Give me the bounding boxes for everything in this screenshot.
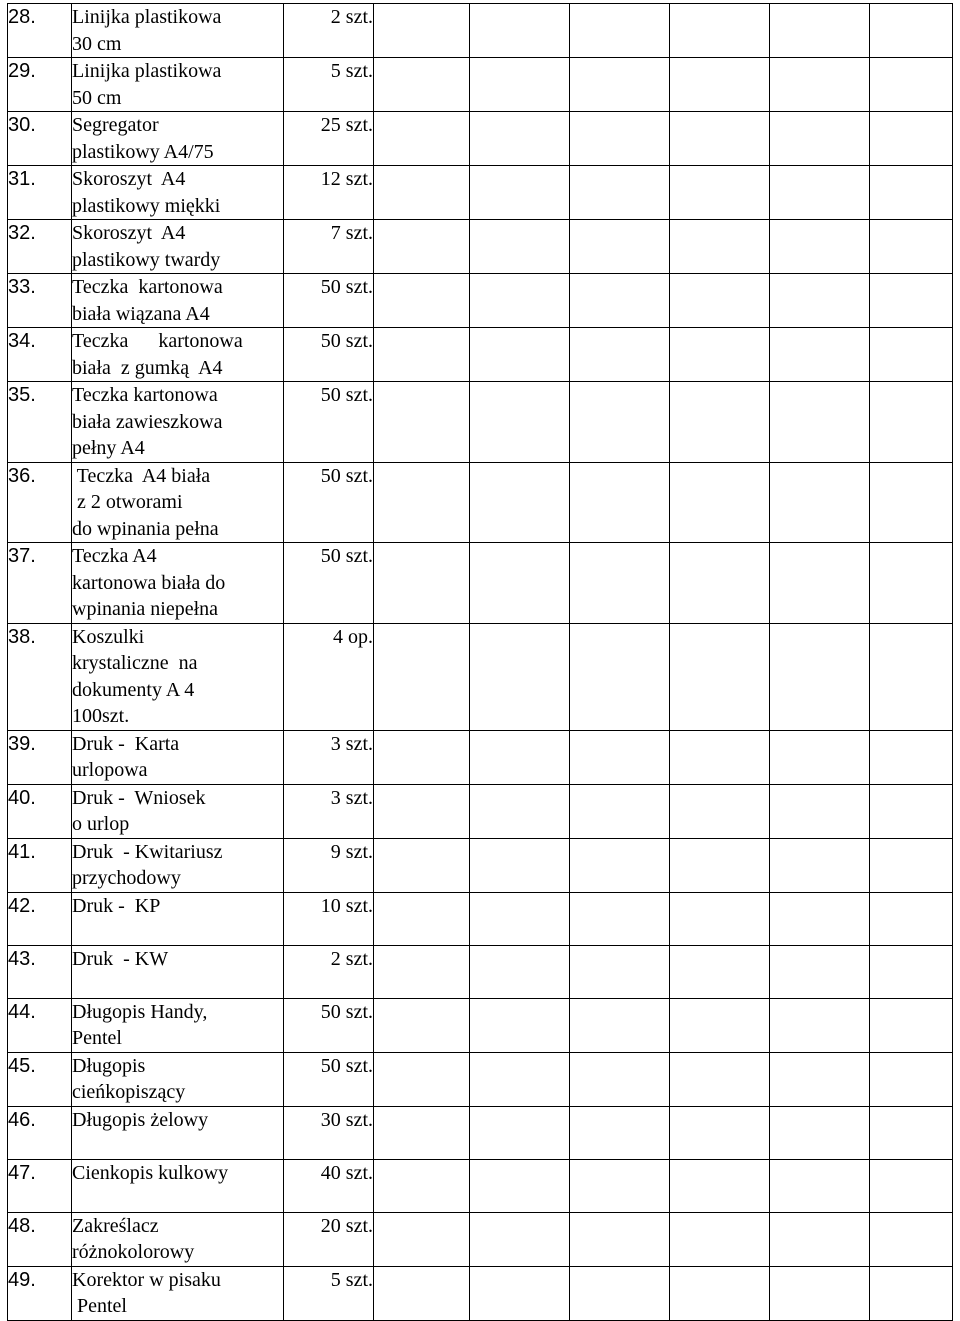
item-quantity: 5 szt. [284,1266,374,1320]
empty-cell [870,1212,953,1266]
empty-cell [870,1159,953,1212]
empty-cell [870,623,953,730]
table-row [8,623,953,730]
table-row [8,112,953,166]
empty-cell [570,112,670,166]
item-number: 36. [8,462,72,543]
empty-cell [374,166,470,220]
item-name-line: Druk - KP [72,894,161,917]
item-name-line: pełny A4 [72,437,145,459]
item-number: 45. [8,1052,72,1106]
item-name [72,4,284,58]
item-name-line: kartonowa biała do [72,571,226,594]
empty-cell [570,1106,670,1159]
item-name-line: Skoroszyt A4 [72,168,186,190]
table-row [8,838,953,892]
empty-cell [670,4,770,58]
empty-cell [374,784,470,838]
empty-cell [770,945,870,998]
item-quantity: 50 szt. [284,382,374,463]
item-name-line: Teczka A4 [72,545,157,567]
empty-cell [670,784,770,838]
item-number: 41. [8,838,72,892]
table-row [8,945,953,998]
table-body [8,4,953,1321]
item-number: 30. [8,112,72,166]
empty-cell [870,1266,953,1320]
empty-cell [570,1159,670,1212]
empty-cell [770,838,870,892]
item-number: 48. [8,1212,72,1266]
empty-cell [670,1266,770,1320]
item-quantity: 2 szt. [284,4,374,58]
empty-cell [770,112,870,166]
empty-cell [670,1212,770,1266]
item-name-line: plastikowy miękki [72,194,221,217]
empty-cell [670,1052,770,1106]
item-quantity: 3 szt. [284,730,374,784]
empty-cell [570,166,670,220]
item-name [72,1212,284,1266]
item-name [72,998,284,1052]
empty-cell [374,274,470,328]
item-name-line: biała wiązana A4 [72,302,210,325]
item-number: 43. [8,945,72,998]
empty-cell [570,1212,670,1266]
empty-cell [670,945,770,998]
empty-cell [570,945,670,998]
empty-cell [570,892,670,945]
empty-cell [470,892,570,945]
empty-cell [570,730,670,784]
item-name-line: różnokolorowy [72,1241,195,1263]
empty-cell [670,328,770,382]
item-name-line: plastikowy A4/75 [72,140,214,163]
empty-cell [870,730,953,784]
empty-cell [374,730,470,784]
empty-cell [770,623,870,730]
empty-cell [374,4,470,58]
empty-cell [570,623,670,730]
empty-cell [870,58,953,112]
empty-cell [770,998,870,1052]
empty-cell [870,784,953,838]
item-name [72,1159,284,1212]
item-name-line: Długopis Handy, [72,1000,208,1023]
table-row [8,58,953,112]
empty-cell [870,1106,953,1159]
item-name [72,1106,284,1159]
item-quantity: 2 szt. [284,945,374,998]
empty-cell [770,1266,870,1320]
empty-cell [870,945,953,998]
empty-cell [470,274,570,328]
item-name [72,166,284,220]
empty-cell [770,1212,870,1266]
item-name [72,1266,284,1320]
item-quantity: 20 szt. [284,1212,374,1266]
empty-cell [374,892,470,945]
empty-cell [470,1266,570,1320]
item-name-line: krystaliczne na [72,652,198,674]
empty-cell [470,998,570,1052]
item-quantity: 25 szt. [284,112,374,166]
empty-cell [570,58,670,112]
empty-cell [770,274,870,328]
empty-cell [470,730,570,784]
empty-cell [670,892,770,945]
empty-cell [470,543,570,624]
empty-cell [470,4,570,58]
table-row [8,543,953,624]
item-quantity: 50 szt. [284,274,374,328]
item-number: 40. [8,784,72,838]
empty-cell [374,1052,470,1106]
item-name [72,462,284,543]
empty-cell [374,1212,470,1266]
empty-cell [770,1052,870,1106]
empty-cell [770,220,870,274]
empty-cell [570,328,670,382]
item-quantity: 50 szt. [284,998,374,1052]
empty-cell [470,784,570,838]
item-name [72,623,284,730]
table-row [8,784,953,838]
item-number: 32. [8,220,72,274]
empty-cell [670,58,770,112]
empty-cell [870,274,953,328]
item-number: 33. [8,274,72,328]
item-name [72,1052,284,1106]
empty-cell [570,462,670,543]
item-name [72,543,284,624]
empty-cell [570,382,670,463]
empty-cell [470,1106,570,1159]
empty-cell [870,998,953,1052]
empty-cell [670,543,770,624]
item-name-line: Druk - KW [72,947,169,970]
item-name-line: Teczka A4 biała [72,464,211,487]
empty-cell [374,623,470,730]
item-quantity: 4 op. [284,623,374,730]
item-number: 47. [8,1159,72,1212]
item-name-line: biała zawieszkowa [72,410,223,433]
item-name-line: Teczka kartonowa [72,384,218,406]
item-quantity: 50 szt. [284,328,374,382]
item-name-line: Segregator [72,114,159,136]
empty-cell [570,838,670,892]
item-name [72,220,284,274]
empty-cell [870,220,953,274]
empty-cell [570,1052,670,1106]
empty-cell [670,274,770,328]
item-name-line: o urlop [72,813,130,835]
empty-cell [770,1159,870,1212]
item-number: 46. [8,1106,72,1159]
empty-cell [470,462,570,543]
item-name-line: 100szt. [72,705,130,727]
empty-cell [870,838,953,892]
empty-cell [374,945,470,998]
empty-cell [870,4,953,58]
table-row [8,382,953,463]
empty-cell [374,543,470,624]
item-quantity: 3 szt. [284,784,374,838]
empty-cell [570,220,670,274]
item-name [72,892,284,945]
empty-cell [470,945,570,998]
empty-cell [470,220,570,274]
empty-cell [670,1106,770,1159]
empty-cell [470,623,570,730]
empty-cell [770,784,870,838]
empty-cell [870,543,953,624]
empty-cell [770,543,870,624]
empty-cell [670,730,770,784]
empty-cell [470,166,570,220]
empty-cell [670,112,770,166]
empty-cell [870,462,953,543]
item-quantity: 9 szt. [284,838,374,892]
empty-cell [470,112,570,166]
item-quantity: 5 szt. [284,58,374,112]
item-name [72,328,284,382]
empty-cell [374,998,470,1052]
table-row [8,462,953,543]
item-quantity: 50 szt. [284,462,374,543]
empty-cell [374,58,470,112]
item-number: 38. [8,623,72,730]
item-name-line: wpinania niepełna [72,598,219,620]
item-name-line: Teczka kartonowa [72,330,243,352]
item-name-line: Pentel [72,1295,127,1317]
item-name-line: 50 cm [72,86,122,109]
item-name [72,58,284,112]
empty-cell [470,382,570,463]
empty-cell [770,4,870,58]
empty-cell [670,166,770,220]
item-quantity: 10 szt. [284,892,374,945]
item-number: 35. [8,382,72,463]
item-name [72,274,284,328]
empty-cell [374,462,470,543]
empty-cell [470,1212,570,1266]
item-number: 44. [8,998,72,1052]
item-name-line: Korektor w pisaku [72,1268,221,1291]
table-row [8,1052,953,1106]
item-name-line: Teczka kartonowa [72,276,223,298]
empty-cell [770,328,870,382]
empty-cell [870,1052,953,1106]
empty-cell [570,784,670,838]
item-name [72,838,284,892]
item-quantity: 30 szt. [284,1106,374,1159]
item-name-line: Skoroszyt A4 [72,222,186,244]
table-row [8,892,953,945]
empty-cell [870,382,953,463]
item-name-line: Długopis żelowy [72,1108,209,1131]
empty-cell [470,1159,570,1212]
table-row [8,1159,953,1212]
item-name-line: Zakreślacz [72,1214,159,1237]
item-name-line: Pentel [72,1027,122,1049]
item-name-line: biała z gumką A4 [72,356,223,379]
item-quantity: 7 szt. [284,220,374,274]
item-name-line: do wpinania pełna [72,517,219,540]
empty-cell [770,462,870,543]
item-quantity: 50 szt. [284,543,374,624]
empty-cell [670,838,770,892]
table-row [8,998,953,1052]
item-name [72,730,284,784]
item-name-line: cieńkopiszący [72,1081,186,1103]
empty-cell [374,382,470,463]
empty-cell [770,58,870,112]
item-name-line: Druk - Karta [72,732,180,755]
item-name-line: Druk - Kwitariusz [72,840,223,863]
empty-cell [374,1159,470,1212]
empty-cell [570,274,670,328]
empty-cell [670,382,770,463]
item-name-line: dokumenty A 4 [72,678,195,701]
item-number: 34. [8,328,72,382]
table-row [8,166,953,220]
empty-cell [770,1106,870,1159]
empty-cell [870,892,953,945]
empty-cell [570,4,670,58]
item-name-line: Długopis [72,1054,146,1077]
item-name-line: przychodowy [72,867,181,889]
item-name [72,784,284,838]
empty-cell [374,1266,470,1320]
empty-cell [870,166,953,220]
empty-cell [770,382,870,463]
empty-cell [570,543,670,624]
empty-cell [670,998,770,1052]
empty-cell [470,838,570,892]
empty-cell [374,112,470,166]
empty-cell [470,58,570,112]
order-table [7,3,953,1321]
empty-cell [770,892,870,945]
item-number: 28. [8,4,72,58]
empty-cell [870,112,953,166]
item-name-line: plastikowy twardy [72,248,221,271]
item-number: 31. [8,166,72,220]
item-name-line: Linijka plastikowa [72,6,222,28]
empty-cell [470,328,570,382]
empty-cell [770,730,870,784]
table-row [8,1266,953,1320]
item-name-line: Druk - Wniosek [72,786,206,809]
empty-cell [870,328,953,382]
item-quantity: 12 szt. [284,166,374,220]
table-row [8,1106,953,1159]
empty-cell [374,220,470,274]
table-row [8,220,953,274]
table-row [8,274,953,328]
empty-cell [670,1159,770,1212]
item-number: 42. [8,892,72,945]
empty-cell [670,623,770,730]
empty-cell [770,166,870,220]
table-row [8,1212,953,1266]
table-row [8,730,953,784]
item-name [72,112,284,166]
empty-cell [670,462,770,543]
item-number: 49. [8,1266,72,1320]
empty-cell [374,328,470,382]
empty-cell [374,1106,470,1159]
empty-cell [570,1266,670,1320]
item-number: 37. [8,543,72,624]
item-name-line: Linijka plastikowa [72,60,222,82]
empty-cell [374,838,470,892]
item-number: 29. [8,58,72,112]
item-name [72,945,284,998]
table-row [8,328,953,382]
item-number: 39. [8,730,72,784]
empty-cell [470,1052,570,1106]
table-row [8,4,953,58]
empty-cell [570,998,670,1052]
item-name-line: z 2 otworami [72,491,183,513]
empty-cell [670,220,770,274]
item-name-line: Koszulki [72,625,145,648]
item-quantity: 40 szt. [284,1159,374,1212]
item-name-line: urlopowa [72,759,148,781]
item-name-line: Cienkopis kulkowy [72,1161,229,1184]
item-name [72,382,284,463]
item-quantity: 50 szt. [284,1052,374,1106]
item-name-line: 30 cm [72,32,122,55]
